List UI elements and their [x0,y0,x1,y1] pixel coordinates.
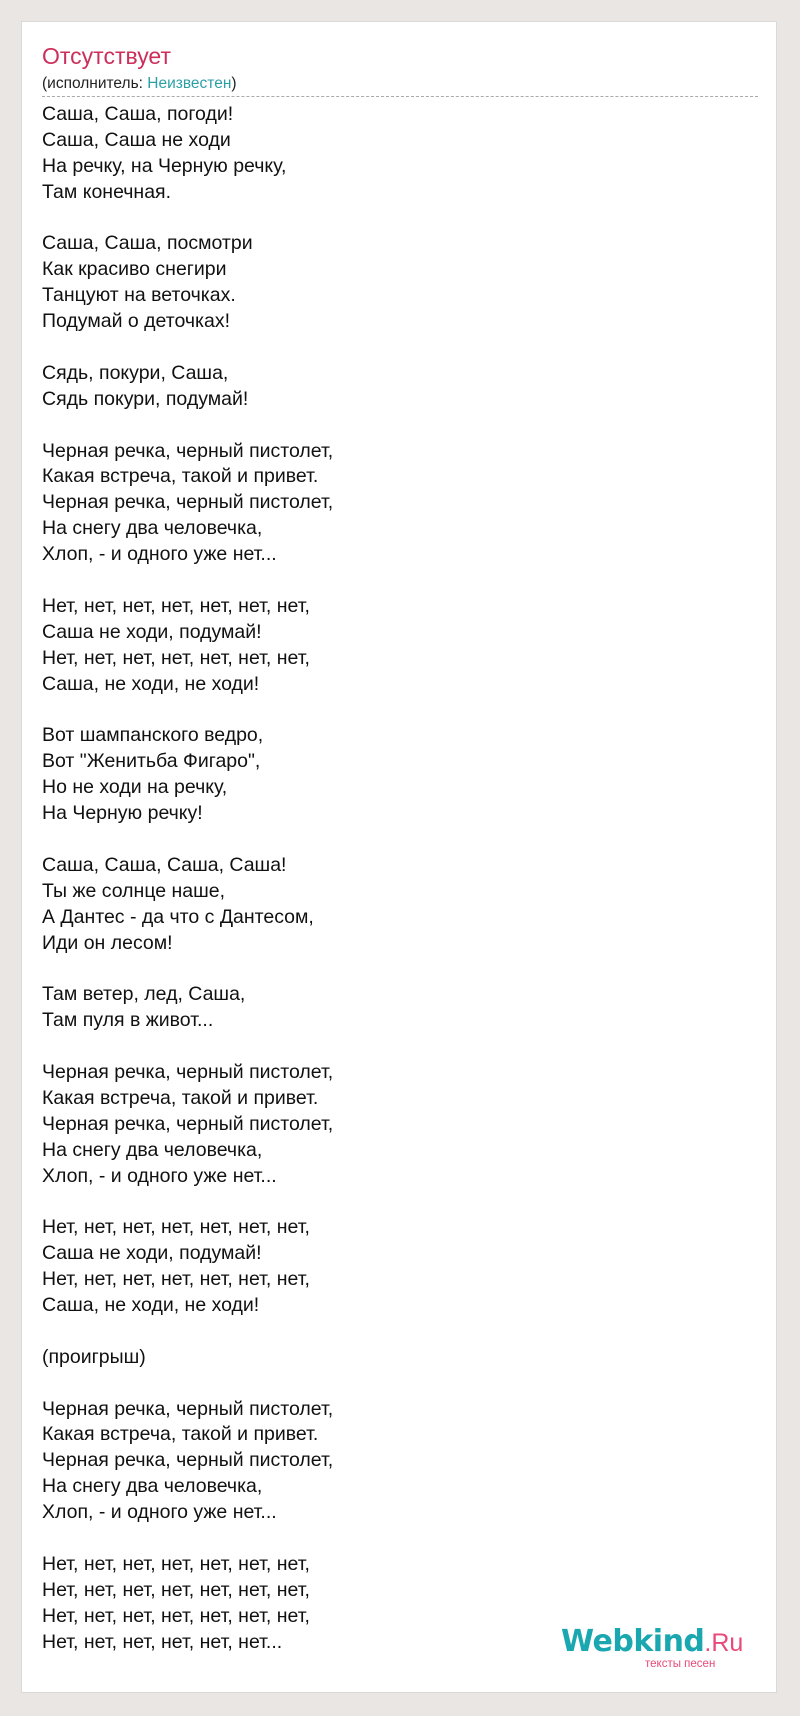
lyric-blank-line [42,1189,758,1215]
lyric-line: Какая встреча, такой и привет. [42,465,319,488]
lyric-line: Иди он лесом! [42,931,173,954]
song-title: Отсутствует [42,43,171,69]
lyric-line: Саша, Саша, Саша, Саша! [42,853,287,876]
lyric-blank-line [42,413,758,439]
lyric-line: Там конечная. [42,180,172,203]
lyric-blank-line [42,827,758,853]
lyric-line: На Черную речку! [42,802,203,825]
lyric-line: Какая встреча, такой и привет. [42,1423,319,1446]
lyric-line: Нет, нет, нет, нет, нет, нет, нет, [42,1552,310,1575]
lyric-line: Там ветер, лед, Саша, [42,983,246,1006]
lyric-line: Но не ходи на речку, [42,776,228,799]
artist-suffix: ) [231,75,237,92]
logo-tld: .Ru [704,1629,744,1657]
lyric-line: Нет, нет, нет, нет, нет, нет, нет, [42,594,310,617]
lyric-line: Черная речка, черный пистолет, [42,491,334,514]
lyric-line: Нет, нет, нет, нет, нет, нет, нет, [42,1604,310,1627]
site-logo[interactable] [561,1624,751,1672]
lyric-line: Ты же солнце наше, [42,879,226,902]
lyric-line: А Дантес - да что с Дантесом, [42,905,314,928]
lyric-line: Черная речка, черный пистолет, [42,439,334,462]
title-divider [42,96,758,97]
lyric-line: Черная речка, черный пистолет, [42,1449,334,1472]
logo-tagline: тексты песен [645,1658,716,1670]
artist-link[interactable]: Неизвестен [147,75,232,92]
lyric-line: Как красиво снегири [42,258,227,281]
lyric-line: На снегу два человечка, [42,517,263,540]
lyric-blank-line [42,568,758,594]
lyric-line: Саша не ходи, подумай! [42,1242,262,1265]
lyric-line: Сядь покури, подумай! [42,387,249,410]
lyric-line: Саша, Саша, погоди! [42,103,234,125]
lyrics-text [42,102,758,1655]
lyric-line: Саша, Саша не ходи [42,128,231,151]
lyric-line: Черная речка, черный пистолет, [42,1112,334,1135]
lyric-blank-line [42,1034,758,1060]
lyric-blank-line [42,206,758,232]
lyric-line: Саша, не ходи, не ходи! [42,672,260,695]
lyrics-page [21,21,777,1693]
lyric-line: Там пуля в живот... [42,1009,214,1032]
lyric-line: Саша, не ходи, не ходи! [42,1293,260,1316]
lyric-line: Вот "Женитьба Фигаро", [42,750,261,773]
lyric-line: На снегу два человечка, [42,1138,263,1161]
lyric-blank-line [42,1319,758,1345]
artist-line [42,74,237,94]
lyric-line: Нет, нет, нет, нет, нет, нет, нет, [42,1268,310,1291]
lyric-blank-line [42,335,758,361]
lyric-line: Сядь, покури, Саша, [42,361,229,384]
lyric-blank-line [42,697,758,723]
lyric-line: Вот шампанского ведро, [42,724,264,747]
lyric-line: На речку, на Черную речку, [42,154,287,177]
lyric-line: Танцуют на веточках. [42,284,236,307]
lyric-line: Хлоп, - и одного уже нет... [42,1501,277,1524]
lyric-line: Черная речка, черный пистолет, [42,1397,334,1420]
lyric-line: На снегу два человечка, [42,1475,263,1498]
lyric-blank-line [42,1526,758,1552]
lyric-line: (проигрыш) [42,1345,146,1368]
logo-main-text: Webkind [561,1624,705,1659]
lyric-line: Нет, нет, нет, нет, нет, нет, нет, [42,1578,310,1601]
lyric-line: Какая встреча, такой и привет. [42,1086,319,1109]
lyric-line: Нет, нет, нет, нет, нет, нет, нет, [42,646,310,669]
lyric-blank-line [42,956,758,982]
lyric-line: Хлоп, - и одного уже нет... [42,543,277,566]
lyric-line: Хлоп, - и одного уже нет... [42,1164,277,1187]
lyric-blank-line [42,1371,758,1397]
artist-prefix: (исполнитель: [42,75,148,92]
lyric-line: Саша не ходи, подумай! [42,620,262,643]
logo-wordmark [561,1624,743,1661]
lyric-line: Нет, нет, нет, нет, нет, нет... [42,1630,283,1653]
lyric-line: Нет, нет, нет, нет, нет, нет, нет, [42,1216,310,1239]
lyric-line: Черная речка, черный пистолет, [42,1060,334,1083]
lyric-line: Подумай о деточках! [42,310,231,333]
lyric-line: Саша, Саша, посмотри [42,232,253,255]
